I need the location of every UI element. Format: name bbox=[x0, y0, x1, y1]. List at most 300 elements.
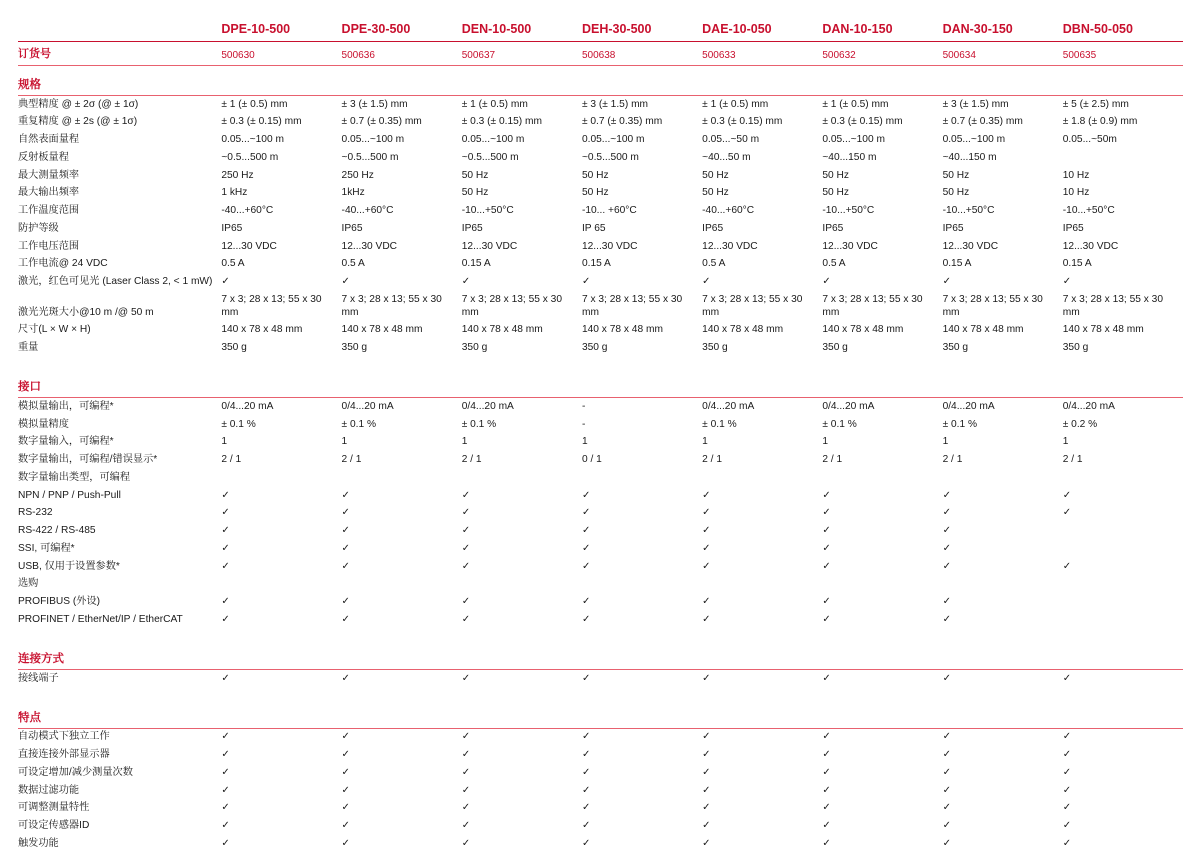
check-mark: ✓ bbox=[702, 489, 711, 501]
spec-label: 尺寸(L × W × H) bbox=[18, 324, 91, 336]
spec-value: 140 x 78 x 48 mm bbox=[1062, 324, 1144, 336]
spec-value: ~40...150 m bbox=[942, 151, 997, 163]
spec-label: 可调整测量特性 bbox=[18, 802, 90, 814]
section-title-filler bbox=[582, 699, 702, 728]
check-mark: ✓ bbox=[461, 613, 471, 625]
check-mark: ✓ bbox=[942, 784, 952, 796]
spec-value: 12...30 VDC bbox=[822, 240, 878, 252]
spec-row bbox=[18, 452, 1183, 470]
check-mark: ✓ bbox=[461, 560, 471, 572]
spec-value: ± 0.3 (± 0.15) mm bbox=[221, 116, 302, 128]
spec-label: 工作电流@ 24 VDC bbox=[18, 258, 108, 270]
order-number-row bbox=[18, 42, 1183, 66]
check-mark: ✓ bbox=[221, 749, 230, 760]
check-mark: ✓ bbox=[461, 749, 471, 760]
spec-value: 50 Hz bbox=[822, 187, 849, 199]
spec-label: 选购 bbox=[18, 578, 39, 590]
section-title-filler bbox=[462, 66, 582, 96]
check-mark: ✓ bbox=[702, 613, 711, 625]
check-mark: ✓ bbox=[581, 489, 591, 501]
check-mark: ✓ bbox=[341, 542, 351, 554]
order-number-2: 500637 bbox=[461, 50, 496, 61]
spec-value: 12...30 VDC bbox=[581, 240, 638, 252]
spec-label: 自动模式下独立工作 bbox=[18, 731, 110, 743]
check-mark: ✓ bbox=[942, 802, 952, 814]
spec-value: 1 kHz bbox=[221, 187, 248, 199]
section-title-2: 连接方式 bbox=[18, 653, 64, 665]
spec-label: 数据过滤功能 bbox=[18, 784, 80, 796]
check-mark: ✓ bbox=[461, 596, 471, 607]
spec-value: ± 5 (± 2.5) mm bbox=[1062, 98, 1129, 110]
column-header-3: DEH-30-500 bbox=[581, 22, 652, 36]
column-header-6: DAN-30-150 bbox=[942, 22, 1013, 36]
spec-row bbox=[18, 398, 1183, 416]
check-mark: ✓ bbox=[942, 613, 952, 625]
spec-value: 0.15 A bbox=[581, 258, 611, 270]
spec-value: 1kHz bbox=[341, 187, 365, 199]
spec-value: 0/4...20 mA bbox=[702, 400, 755, 412]
spec-row bbox=[18, 818, 1183, 836]
check-mark: ✓ bbox=[942, 542, 952, 554]
spec-value: ± 0.3 (± 0.15) mm bbox=[461, 116, 543, 128]
spec-value: -10...+50°C bbox=[1062, 205, 1115, 216]
section-title-filler bbox=[1063, 368, 1183, 397]
section-title-filler bbox=[822, 640, 942, 669]
check-mark: ✓ bbox=[702, 542, 711, 554]
spec-row bbox=[18, 487, 1183, 505]
check-mark: ✓ bbox=[702, 560, 711, 572]
spec-value: 0.5 A bbox=[221, 258, 245, 270]
check-mark: ✓ bbox=[702, 820, 711, 831]
check-mark: ✓ bbox=[461, 525, 471, 536]
section-title-filler bbox=[582, 66, 702, 96]
section-title-filler bbox=[702, 66, 822, 96]
check-mark: ✓ bbox=[461, 672, 471, 684]
section-title-filler bbox=[822, 368, 942, 397]
spec-row bbox=[18, 132, 1183, 150]
spec-value: IP65 bbox=[221, 222, 243, 234]
spec-label: 直接连接外部显示器 bbox=[18, 749, 110, 760]
spec-value bbox=[1063, 594, 1183, 612]
spec-value: ± 1 (± 0.5) mm bbox=[822, 98, 889, 110]
spec-value: 50 Hz bbox=[581, 187, 609, 199]
check-mark: ✓ bbox=[1062, 731, 1072, 743]
spec-row bbox=[18, 238, 1183, 256]
spec-value: -10...+50°C bbox=[822, 205, 875, 216]
check-mark: ✓ bbox=[581, 766, 591, 778]
section-title-row bbox=[18, 66, 1183, 96]
spec-value bbox=[221, 576, 341, 594]
spec-value bbox=[1063, 469, 1183, 487]
spec-value: ± 1 (± 0.5) mm bbox=[221, 98, 288, 110]
spec-value: ± 0.7 (± 0.35) mm bbox=[341, 116, 422, 128]
spec-value: 140 x 78 x 48 mm bbox=[461, 324, 543, 336]
spec-value: 7 x 3; 28 x 13; 55 x 30 mm bbox=[341, 293, 442, 318]
spec-label: 触发功能 bbox=[18, 837, 59, 849]
spec-value: 0.5 A bbox=[822, 258, 846, 270]
check-mark: ✓ bbox=[221, 784, 230, 796]
check-mark: ✓ bbox=[702, 525, 711, 536]
check-mark: ✓ bbox=[1062, 276, 1072, 287]
spec-value: 140 x 78 x 48 mm bbox=[702, 324, 784, 336]
check-mark: ✓ bbox=[341, 560, 351, 572]
spec-value: 50 Hz bbox=[461, 169, 489, 181]
check-mark: ✓ bbox=[581, 672, 591, 684]
section-title-filler bbox=[342, 368, 462, 397]
section-title-filler bbox=[221, 699, 341, 728]
spec-label: 防护等级 bbox=[18, 222, 59, 234]
check-mark: ✓ bbox=[822, 542, 831, 554]
section-title-1: 接口 bbox=[18, 381, 41, 394]
spec-row bbox=[18, 220, 1183, 238]
spec-value: 1 bbox=[221, 436, 228, 448]
spec-row bbox=[18, 505, 1183, 523]
check-mark: ✓ bbox=[581, 837, 591, 849]
check-mark: ✓ bbox=[822, 820, 831, 831]
spec-label: SSI, 可编程* bbox=[18, 542, 75, 554]
spec-value: 2 / 1 bbox=[461, 454, 482, 465]
spacer bbox=[18, 357, 1183, 368]
check-mark: ✓ bbox=[221, 820, 230, 831]
spec-value bbox=[822, 469, 942, 487]
spec-value: 0.05...~100 m bbox=[581, 134, 645, 145]
section-title-filler bbox=[462, 699, 582, 728]
spec-value: 0.05...~100 m bbox=[942, 134, 1006, 145]
spec-value: 7 x 3; 28 x 13; 55 x 30 mm bbox=[1062, 293, 1164, 318]
check-mark: ✓ bbox=[581, 525, 591, 536]
spec-value: 0.05...~100 m bbox=[822, 134, 885, 145]
spec-row bbox=[18, 835, 1183, 853]
section-title-filler bbox=[943, 66, 1063, 96]
section-title-row bbox=[18, 699, 1183, 728]
check-mark: ✓ bbox=[341, 820, 351, 831]
spec-value: -40...+60°C bbox=[702, 205, 755, 216]
spec-value: 10 Hz bbox=[1062, 169, 1090, 181]
spec-value: 140 x 78 x 48 mm bbox=[942, 324, 1024, 336]
spec-row bbox=[18, 611, 1183, 629]
spec-value: 12...30 VDC bbox=[461, 240, 518, 252]
check-mark: ✓ bbox=[1062, 672, 1072, 684]
spec-value bbox=[582, 576, 702, 594]
spec-value: 350 g bbox=[461, 342, 488, 353]
section-title-0: 规格 bbox=[18, 79, 41, 91]
spec-value: 250 Hz bbox=[341, 169, 374, 181]
check-mark: ✓ bbox=[1062, 802, 1072, 814]
check-mark: ✓ bbox=[581, 820, 591, 831]
check-mark: ✓ bbox=[341, 731, 351, 743]
spec-value: 350 g bbox=[1062, 342, 1089, 353]
spacer bbox=[18, 688, 1183, 699]
section-title-filler bbox=[702, 699, 822, 728]
spec-label: 最大输出频率 bbox=[18, 187, 80, 199]
check-mark: ✓ bbox=[702, 507, 711, 519]
spec-value: 140 x 78 x 48 mm bbox=[822, 324, 904, 336]
spec-value: IP65 bbox=[1062, 222, 1084, 234]
check-mark: ✓ bbox=[221, 731, 230, 743]
check-mark: ✓ bbox=[942, 672, 952, 684]
column-header-5: DAN-10-150 bbox=[822, 22, 893, 36]
check-mark: ✓ bbox=[341, 837, 351, 849]
spec-label: 最大测量频率 bbox=[18, 169, 80, 181]
spec-value: 0.05...~50 m bbox=[702, 134, 760, 145]
spec-row bbox=[18, 747, 1183, 765]
check-mark: ✓ bbox=[942, 837, 952, 849]
spec-value: 350 g bbox=[581, 342, 608, 353]
check-mark: ✓ bbox=[581, 542, 591, 554]
spec-value: ± 0.3 (± 0.15) mm bbox=[702, 116, 783, 128]
spec-value: 0/4...20 mA bbox=[221, 400, 274, 412]
spec-row bbox=[18, 576, 1183, 594]
check-mark: ✓ bbox=[942, 766, 952, 778]
spec-value bbox=[462, 576, 582, 594]
spec-value: 0/4...20 mA bbox=[942, 400, 995, 412]
check-mark: ✓ bbox=[822, 596, 831, 607]
spec-label: 自然表面量程 bbox=[18, 134, 80, 145]
check-mark: ✓ bbox=[221, 802, 230, 814]
spec-value bbox=[822, 576, 942, 594]
column-header-2: DEN-10-500 bbox=[461, 22, 532, 36]
spec-value bbox=[582, 469, 702, 487]
check-mark: ✓ bbox=[702, 276, 711, 287]
check-mark: ✓ bbox=[942, 820, 952, 831]
check-mark: ✓ bbox=[461, 542, 471, 554]
check-mark: ✓ bbox=[822, 749, 831, 760]
check-mark: ✓ bbox=[581, 276, 591, 287]
spec-value: 1 bbox=[1062, 436, 1069, 448]
check-mark: ✓ bbox=[221, 560, 230, 572]
spec-label: 激光光斑大小@10 m /@ 50 m bbox=[18, 306, 154, 318]
spec-value: -10...+50°C bbox=[942, 205, 995, 216]
check-mark: ✓ bbox=[341, 276, 351, 287]
spec-label: 数字量输出类型，可编程 bbox=[18, 471, 131, 483]
spec-label: 模拟量精度 bbox=[18, 418, 69, 430]
spec-value: 50 Hz bbox=[581, 169, 609, 181]
spec-label: 反射板量程 bbox=[18, 151, 69, 163]
spec-row bbox=[18, 340, 1183, 358]
section-title-filler bbox=[943, 640, 1063, 669]
spec-value: 350 g bbox=[341, 342, 368, 353]
spacer-row bbox=[18, 688, 1183, 699]
spec-label: 数字量输出，可编程/错误显示* bbox=[18, 454, 158, 465]
spec-value: -40...+60°C bbox=[341, 205, 394, 216]
section-title-filler bbox=[1063, 640, 1183, 669]
spec-label: PROFINET / EtherNet/IP / EtherCAT bbox=[18, 613, 183, 625]
spec-value: 1 bbox=[581, 436, 588, 448]
order-number-1: 500636 bbox=[341, 50, 375, 61]
spec-label: USB, 仅用于设置参数* bbox=[18, 560, 120, 572]
spec-label: 可设定传感器ID bbox=[18, 820, 90, 831]
spec-value: 2 / 1 bbox=[822, 454, 843, 465]
section-title-filler bbox=[582, 368, 702, 397]
spec-value bbox=[702, 576, 822, 594]
spec-value bbox=[342, 576, 462, 594]
spec-value: ± 3 (± 1.5) mm bbox=[942, 98, 1009, 110]
spec-value: 0/4...20 mA bbox=[822, 400, 875, 412]
spec-value: 2 / 1 bbox=[942, 454, 963, 465]
spec-value: 12...30 VDC bbox=[221, 240, 277, 252]
spec-value: 2 / 1 bbox=[702, 454, 722, 465]
check-mark: ✓ bbox=[822, 731, 831, 743]
spec-value bbox=[1063, 523, 1183, 541]
check-mark: ✓ bbox=[581, 731, 591, 743]
check-mark: ✓ bbox=[221, 596, 230, 607]
check-mark: ✓ bbox=[581, 613, 591, 625]
check-mark: ✓ bbox=[581, 507, 591, 519]
spec-value bbox=[342, 469, 462, 487]
section-title-filler bbox=[221, 66, 341, 96]
spec-value: ± 3 (± 1.5) mm bbox=[581, 98, 649, 110]
section-title-filler bbox=[342, 640, 462, 669]
spec-value: ± 0.7 (± 0.35) mm bbox=[581, 116, 663, 128]
spec-value: -40...+60°C bbox=[221, 205, 274, 216]
spec-value: - bbox=[581, 418, 586, 430]
check-mark: ✓ bbox=[702, 837, 711, 849]
spec-value: 350 g bbox=[221, 342, 247, 353]
section-title-filler bbox=[342, 66, 462, 96]
check-mark: ✓ bbox=[822, 672, 831, 684]
section-title-filler bbox=[1063, 66, 1183, 96]
spec-row bbox=[18, 322, 1183, 340]
check-mark: ✓ bbox=[942, 507, 952, 519]
check-mark: ✓ bbox=[702, 749, 711, 760]
spec-row bbox=[18, 203, 1183, 221]
spec-value: -10... +60°C bbox=[581, 205, 637, 216]
spec-value: 1 bbox=[702, 436, 708, 448]
spec-label: RS-422 / RS-485 bbox=[18, 525, 96, 536]
order-number-label: 订货号 bbox=[18, 48, 51, 60]
check-mark: ✓ bbox=[1062, 560, 1072, 572]
spec-label: 激光，红色可见光 (Laser Class 2, < 1 mW) bbox=[18, 276, 213, 287]
check-mark: ✓ bbox=[461, 507, 471, 519]
section-title-3: 特点 bbox=[18, 711, 41, 724]
spec-value: 1 bbox=[822, 436, 829, 448]
check-mark: ✓ bbox=[1062, 784, 1072, 796]
check-mark: ✓ bbox=[822, 837, 831, 849]
spec-value bbox=[1063, 611, 1183, 629]
check-mark: ✓ bbox=[581, 596, 591, 607]
spec-row bbox=[18, 416, 1183, 434]
check-mark: ✓ bbox=[221, 489, 230, 501]
check-mark: ✓ bbox=[341, 749, 351, 760]
spec-value: 250 Hz bbox=[221, 169, 254, 181]
check-mark: ✓ bbox=[341, 525, 351, 536]
check-mark: ✓ bbox=[702, 784, 711, 796]
spec-value: ± 1 (± 0.5) mm bbox=[702, 98, 769, 110]
spec-value bbox=[1063, 540, 1183, 558]
spec-value: IP65 bbox=[341, 222, 363, 234]
check-mark: ✓ bbox=[702, 596, 711, 607]
check-mark: ✓ bbox=[822, 276, 831, 287]
spec-value: 2 / 1 bbox=[341, 454, 362, 465]
column-header-4: DAE-10-050 bbox=[702, 22, 772, 36]
spec-value: 7 x 3; 28 x 13; 55 x 30 mm bbox=[702, 293, 803, 318]
spec-label: NPN / PNP / Push-Pull bbox=[18, 489, 121, 501]
spec-value: 50 Hz bbox=[702, 187, 729, 199]
spec-row bbox=[18, 782, 1183, 800]
check-mark: ✓ bbox=[822, 489, 831, 501]
spec-value: ± 0.1 % bbox=[822, 418, 857, 430]
check-mark: ✓ bbox=[1062, 820, 1072, 831]
spec-row bbox=[18, 594, 1183, 612]
check-mark: ✓ bbox=[221, 766, 230, 778]
check-mark: ✓ bbox=[341, 507, 351, 519]
spec-value: 140 x 78 x 48 mm bbox=[221, 324, 303, 336]
spec-value: IP 65 bbox=[581, 222, 606, 234]
order-number-7: 500635 bbox=[1062, 50, 1097, 61]
check-mark: ✓ bbox=[822, 613, 831, 625]
check-mark: ✓ bbox=[221, 613, 230, 625]
check-mark: ✓ bbox=[942, 749, 952, 760]
spec-value: 0.05...~100 m bbox=[461, 134, 525, 145]
spec-value: 0 / 1 bbox=[581, 454, 602, 465]
check-mark: ✓ bbox=[341, 766, 351, 778]
spec-value: 50 Hz bbox=[942, 169, 970, 181]
spec-value bbox=[462, 469, 582, 487]
check-mark: ✓ bbox=[581, 802, 591, 814]
model-header-row bbox=[18, 14, 1183, 41]
check-mark: ✓ bbox=[221, 837, 230, 849]
check-mark: ✓ bbox=[942, 525, 952, 536]
section-title-filler bbox=[702, 368, 822, 397]
spec-value: ± 0.2 % bbox=[1062, 418, 1098, 430]
check-mark: ✓ bbox=[221, 276, 230, 287]
spec-value: ~0.5...500 m bbox=[221, 151, 279, 163]
order-number-3: 500638 bbox=[581, 50, 616, 61]
check-mark: ✓ bbox=[221, 672, 230, 684]
check-mark: ✓ bbox=[1062, 507, 1072, 519]
spec-value: -10...+50°C bbox=[461, 205, 514, 216]
check-mark: ✓ bbox=[942, 560, 952, 572]
order-number-5: 500632 bbox=[822, 50, 856, 61]
spec-value: 2 / 1 bbox=[1062, 454, 1083, 465]
spec-value: - bbox=[581, 400, 586, 412]
section-title-filler bbox=[943, 699, 1063, 728]
spec-value: 140 x 78 x 48 mm bbox=[341, 324, 423, 336]
spec-label: 重复精度 @ ± 2s (@ ± 1σ) bbox=[18, 116, 138, 128]
spec-value: 12...30 VDC bbox=[942, 240, 999, 252]
section-title-filler bbox=[462, 368, 582, 397]
spec-value: 350 g bbox=[702, 342, 728, 353]
spec-value: ± 0.1 % bbox=[221, 418, 256, 430]
spec-value: ~0.5...500 m bbox=[341, 151, 399, 163]
check-mark: ✓ bbox=[461, 489, 471, 501]
spec-value: ± 3 (± 1.5) mm bbox=[341, 98, 408, 110]
spec-label: 工作温度范围 bbox=[18, 205, 80, 216]
check-mark: ✓ bbox=[341, 672, 351, 684]
check-mark: ✓ bbox=[702, 802, 711, 814]
order-number-0: 500630 bbox=[221, 50, 255, 61]
spec-value: 7 x 3; 28 x 13; 55 x 30 mm bbox=[822, 293, 923, 318]
spec-row bbox=[18, 728, 1183, 746]
spec-value: 0.05...~100 m bbox=[221, 134, 284, 145]
spec-row bbox=[18, 469, 1183, 487]
spec-value: 0/4...20 mA bbox=[461, 400, 514, 412]
spec-row bbox=[18, 96, 1183, 114]
check-mark: ✓ bbox=[461, 731, 471, 743]
spec-row bbox=[18, 540, 1183, 558]
spec-value: 50 Hz bbox=[822, 169, 849, 181]
order-number-4: 500633 bbox=[702, 50, 736, 61]
spec-value: IP65 bbox=[942, 222, 964, 234]
spec-label: 模拟量输出，可编程* bbox=[18, 400, 114, 412]
spec-row bbox=[18, 558, 1183, 576]
check-mark: ✓ bbox=[461, 276, 471, 287]
check-mark: ✓ bbox=[702, 731, 711, 743]
spec-value bbox=[1063, 576, 1183, 594]
spec-row bbox=[18, 670, 1183, 688]
spec-row bbox=[18, 167, 1183, 185]
spec-value: 0.5 A bbox=[702, 258, 726, 270]
